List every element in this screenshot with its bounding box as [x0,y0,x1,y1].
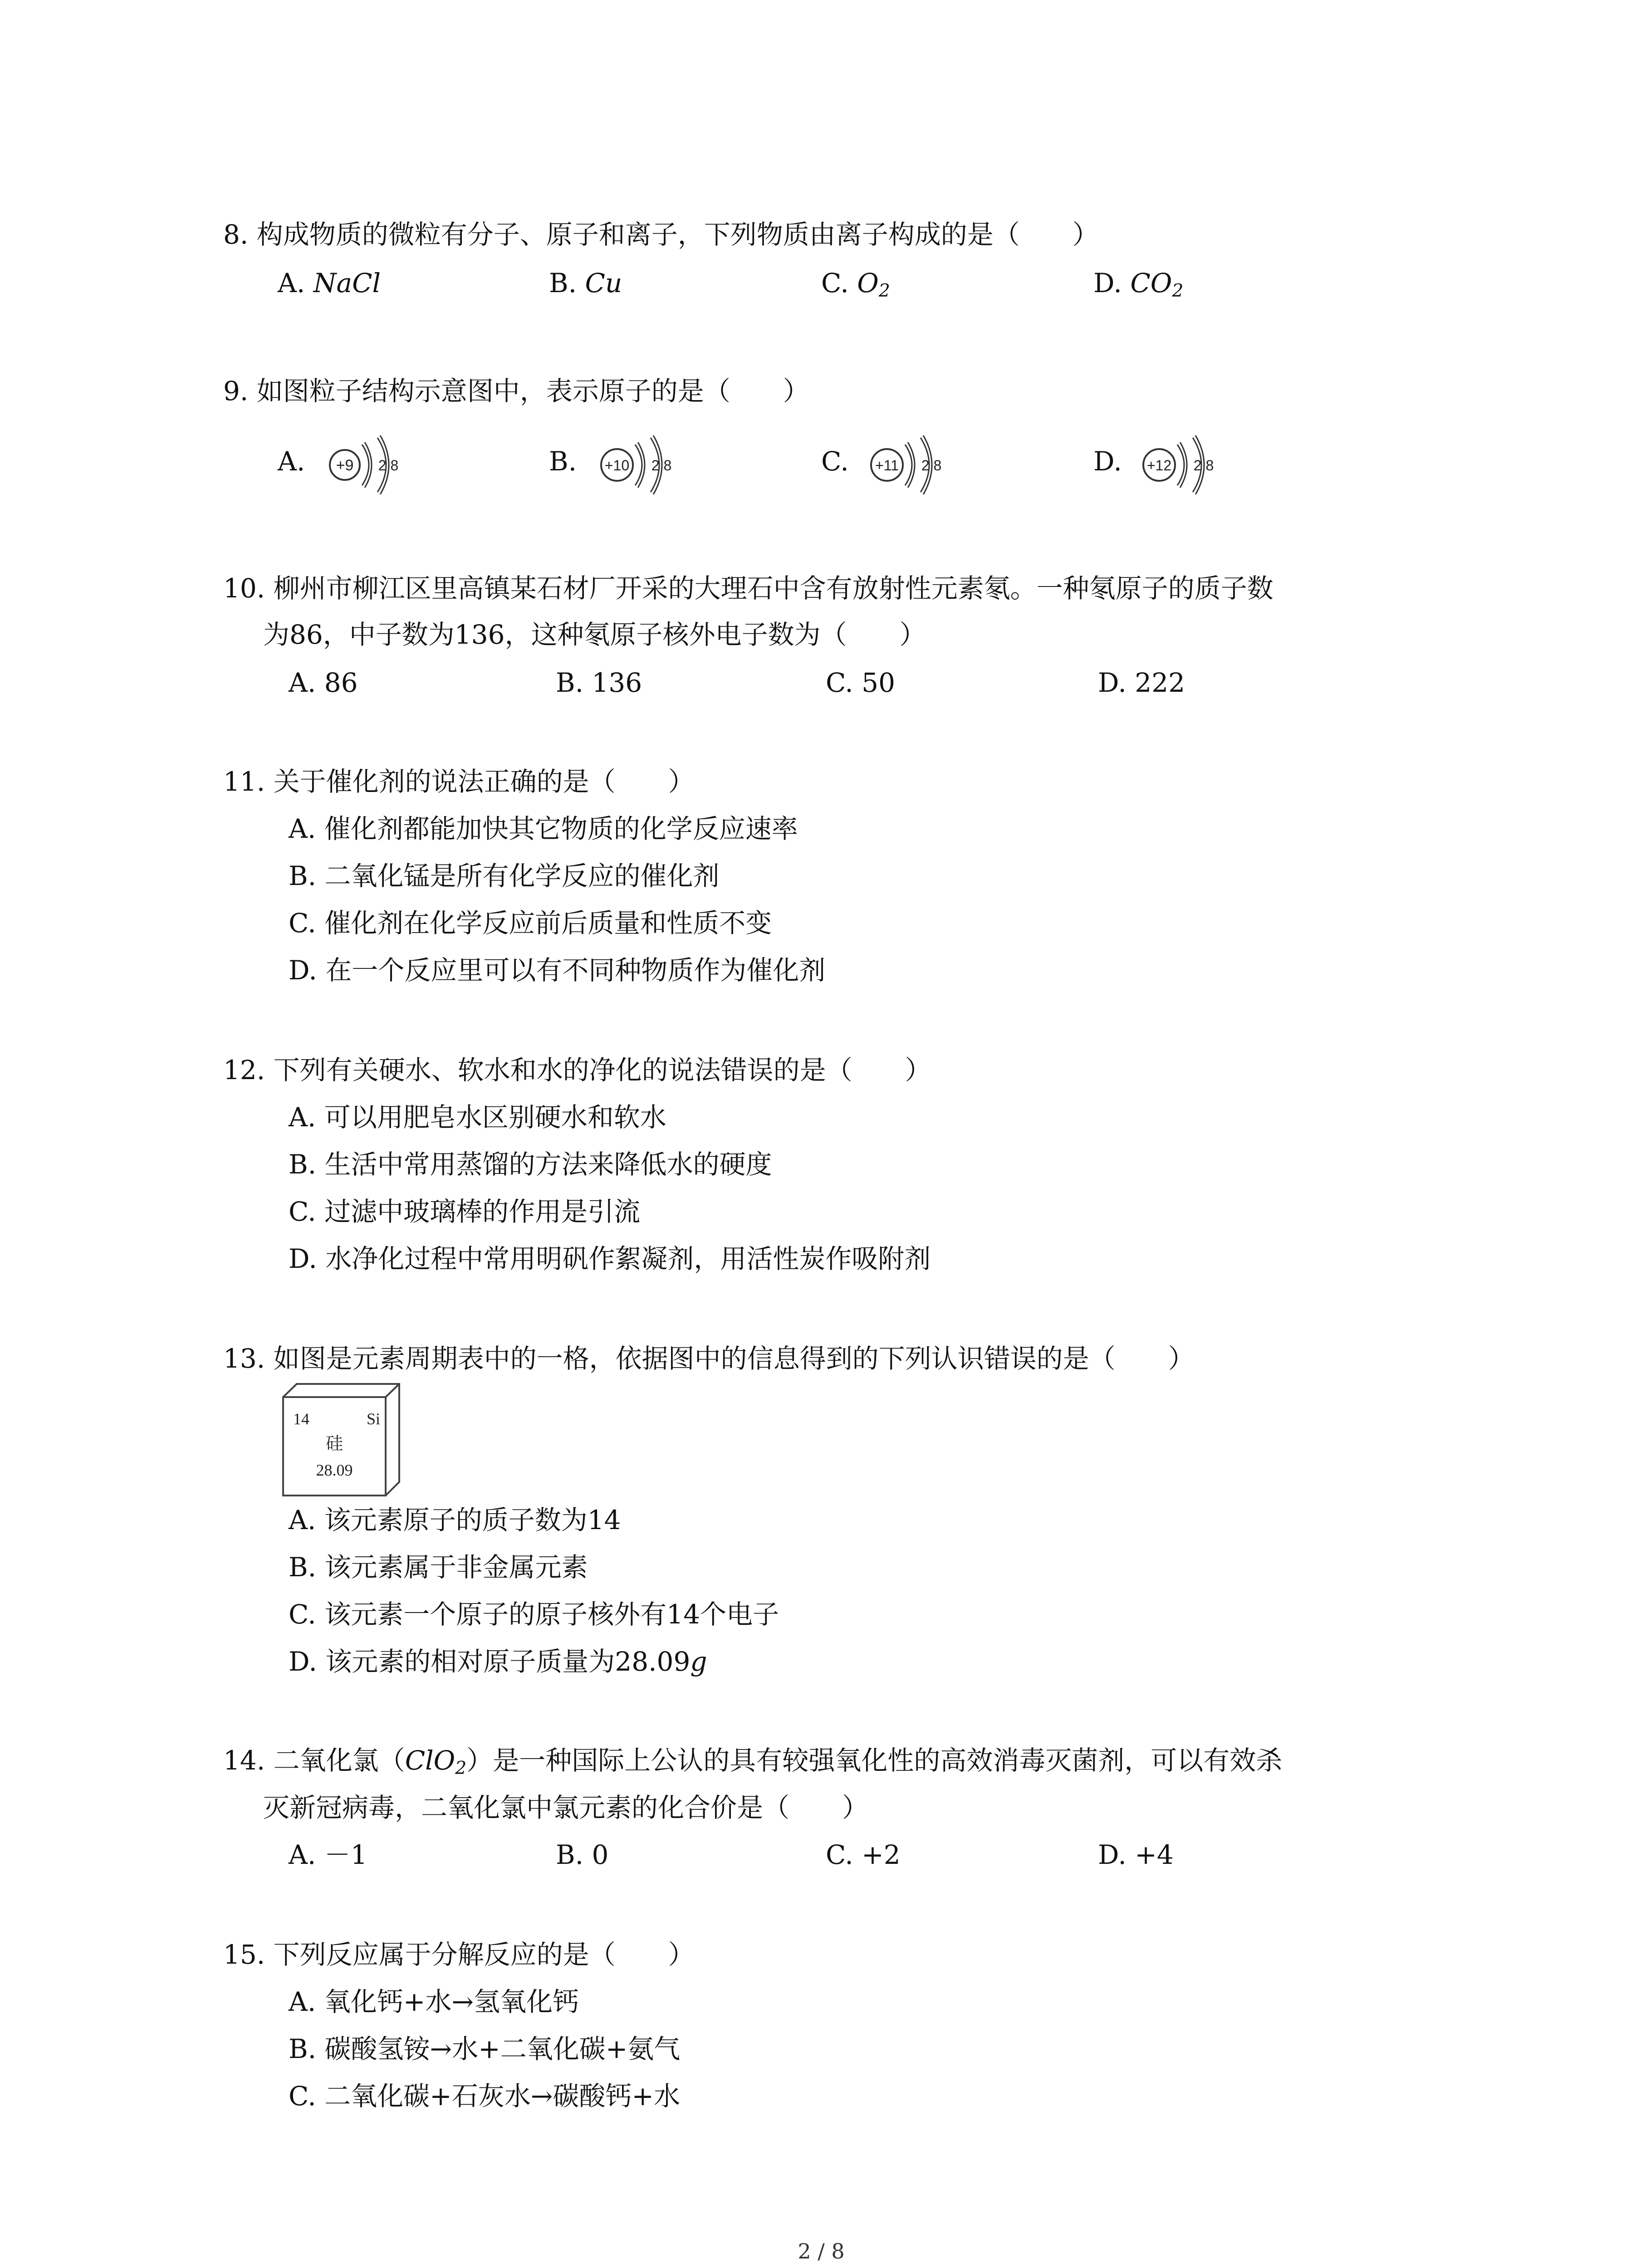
chlorine-dioxide-formula: ClO$_2$ [405,1745,467,1779]
q10-option-a: A. 86 [289,667,358,698]
q11-option-d: D. 在一个反应里可以有不同种物质作为催化剂 [289,955,826,986]
q9-atom-diagram-a [322,422,413,494]
page-number: 2 / 8 [798,2239,845,2263]
q13-option-a: A. 该元素原子的质子数为14 [289,1505,621,1535]
q10-stem-line1: 10. 柳州市柳江区里高镇某石材厂开采的大理石中含有放射性元素氡。一种氡原子的质子数 [223,573,1274,604]
q8-option-a [278,270,381,296]
q9-option-d-label: D. [1093,446,1122,477]
q8-option-d-label: D. [1093,268,1122,298]
q13-option-d: D. 该元素的相对原子质量为28.09g [289,1646,707,1677]
q9-atom-diagram-c [864,422,955,494]
q10-option-b: B. 136 [556,667,642,698]
q11-option-a: A. 催化剂都能加快其它物质的化学反应速率 [289,813,798,844]
q8-option-a-label: A. [278,268,305,298]
q8-option-d [1093,268,1184,301]
q14-option-a: A. －1 [289,1839,367,1870]
q9-option-a-label: A. [278,446,305,477]
q8-option-b [549,270,622,296]
q10-stem-line2: 为86，中子数为136，这种氡原子核外电子数为（ ） [263,619,926,650]
q9-option-c-label: C. [821,446,849,477]
q9-option-b-label: B. [549,446,577,477]
electron-shells: 2 8 [651,457,672,474]
nucleus-charge: +10 [604,457,630,474]
q13-periodic-table-cell [280,1381,403,1499]
q13-option-b: B. 该元素属于非金属元素 [289,1552,588,1583]
q8-option-a-formula: NaCl [313,268,381,298]
nucleus-charge: +11 [875,457,899,474]
q14-stem-line2: 灭新冠病毒，二氧化氯中氯元素的化合价是（ ） [263,1792,869,1823]
q9-stem: 9. 如图粒子结构示意图中，表示原子的是（ ） [223,376,809,406]
q8-option-d-formula: $CO_2$ [1130,268,1184,301]
q10-option-d: D. 222 [1098,667,1185,698]
q15-option-b: B. 碳酸氢铵→水+二氧化碳+氨气 [289,2033,681,2064]
unit-gram: g [690,1646,707,1677]
q8-stem: 8. 构成物质的微粒有分子、原子和离子，下列物质由离子构成的是（ ） [223,219,1099,250]
element-symbol: Si [367,1410,381,1428]
q11-option-c: C. 催化剂在化学反应前后质量和性质不变 [289,908,772,938]
q9-atom-diagram-d [1136,422,1227,494]
electron-shells: 2 8 [1193,457,1214,474]
q12-option-d: D. 水净化过程中常用明矾作絮凝剂，用活性炭作吸附剂 [289,1243,931,1274]
nucleus-charge: +12 [1146,457,1172,474]
q15-option-a: A. 氧化钙+水→氢氧化钙 [289,1986,579,2017]
q8-option-c [821,268,890,301]
q14-option-b: B. 0 [556,1839,609,1870]
q12-stem: 12. 下列有关硬水、软水和水的净化的说法错误的是（ ） [223,1055,931,1085]
q9-atom-diagram-b [594,422,685,494]
q8-option-b-label: B. [549,268,577,298]
atomic-number: 14 [293,1410,309,1428]
q15-stem: 15. 下列反应属于分解反应的是（ ） [223,1939,695,1970]
electron-shells: 2 8 [921,457,942,474]
q11-stem: 11. 关于催化剂的说法正确的是（ ） [223,766,695,797]
q11-option-b: B. 二氧化锰是所有化学反应的催化剂 [289,860,720,891]
q13-option-c: C. 该元素一个原子的原子核外有14个电子 [289,1599,779,1630]
q8-option-c-label: C. [821,268,849,298]
q14-stem-line1: 14. 二氧化氯（ClO$_2$）是一种国际上公认的具有较强氧化性的高效消毒灭菌剂，可以有效杀 [223,1745,1283,1779]
q8-option-b-formula: Cu [585,268,622,298]
element-name: 硅 [325,1433,343,1453]
q8-option-c-formula: $O_2$ [857,268,890,301]
q12-option-c: C. 过滤中玻璃棒的作用是引流 [289,1196,641,1227]
q14-option-c: C. +2 [826,1839,901,1870]
nucleus-charge: +9 [336,457,354,474]
electron-shells: 2 8 [378,457,399,474]
q12-option-a: A. 可以用肥皂水区别硬水和软水 [289,1102,666,1133]
atomic-mass: 28.09 [316,1461,353,1479]
q14-option-d: D. +4 [1098,1839,1174,1870]
q12-option-b: B. 生活中常用蒸馏的方法来降低水的硬度 [289,1149,772,1180]
q13-stem: 13. 如图是元素周期表中的一格，依据图中的信息得到的下列认识错误的是（ ） [223,1343,1195,1374]
q10-option-c: C. 50 [826,667,895,698]
q15-option-c: C. 二氧化碳+石灰水→碳酸钙+水 [289,2081,680,2112]
